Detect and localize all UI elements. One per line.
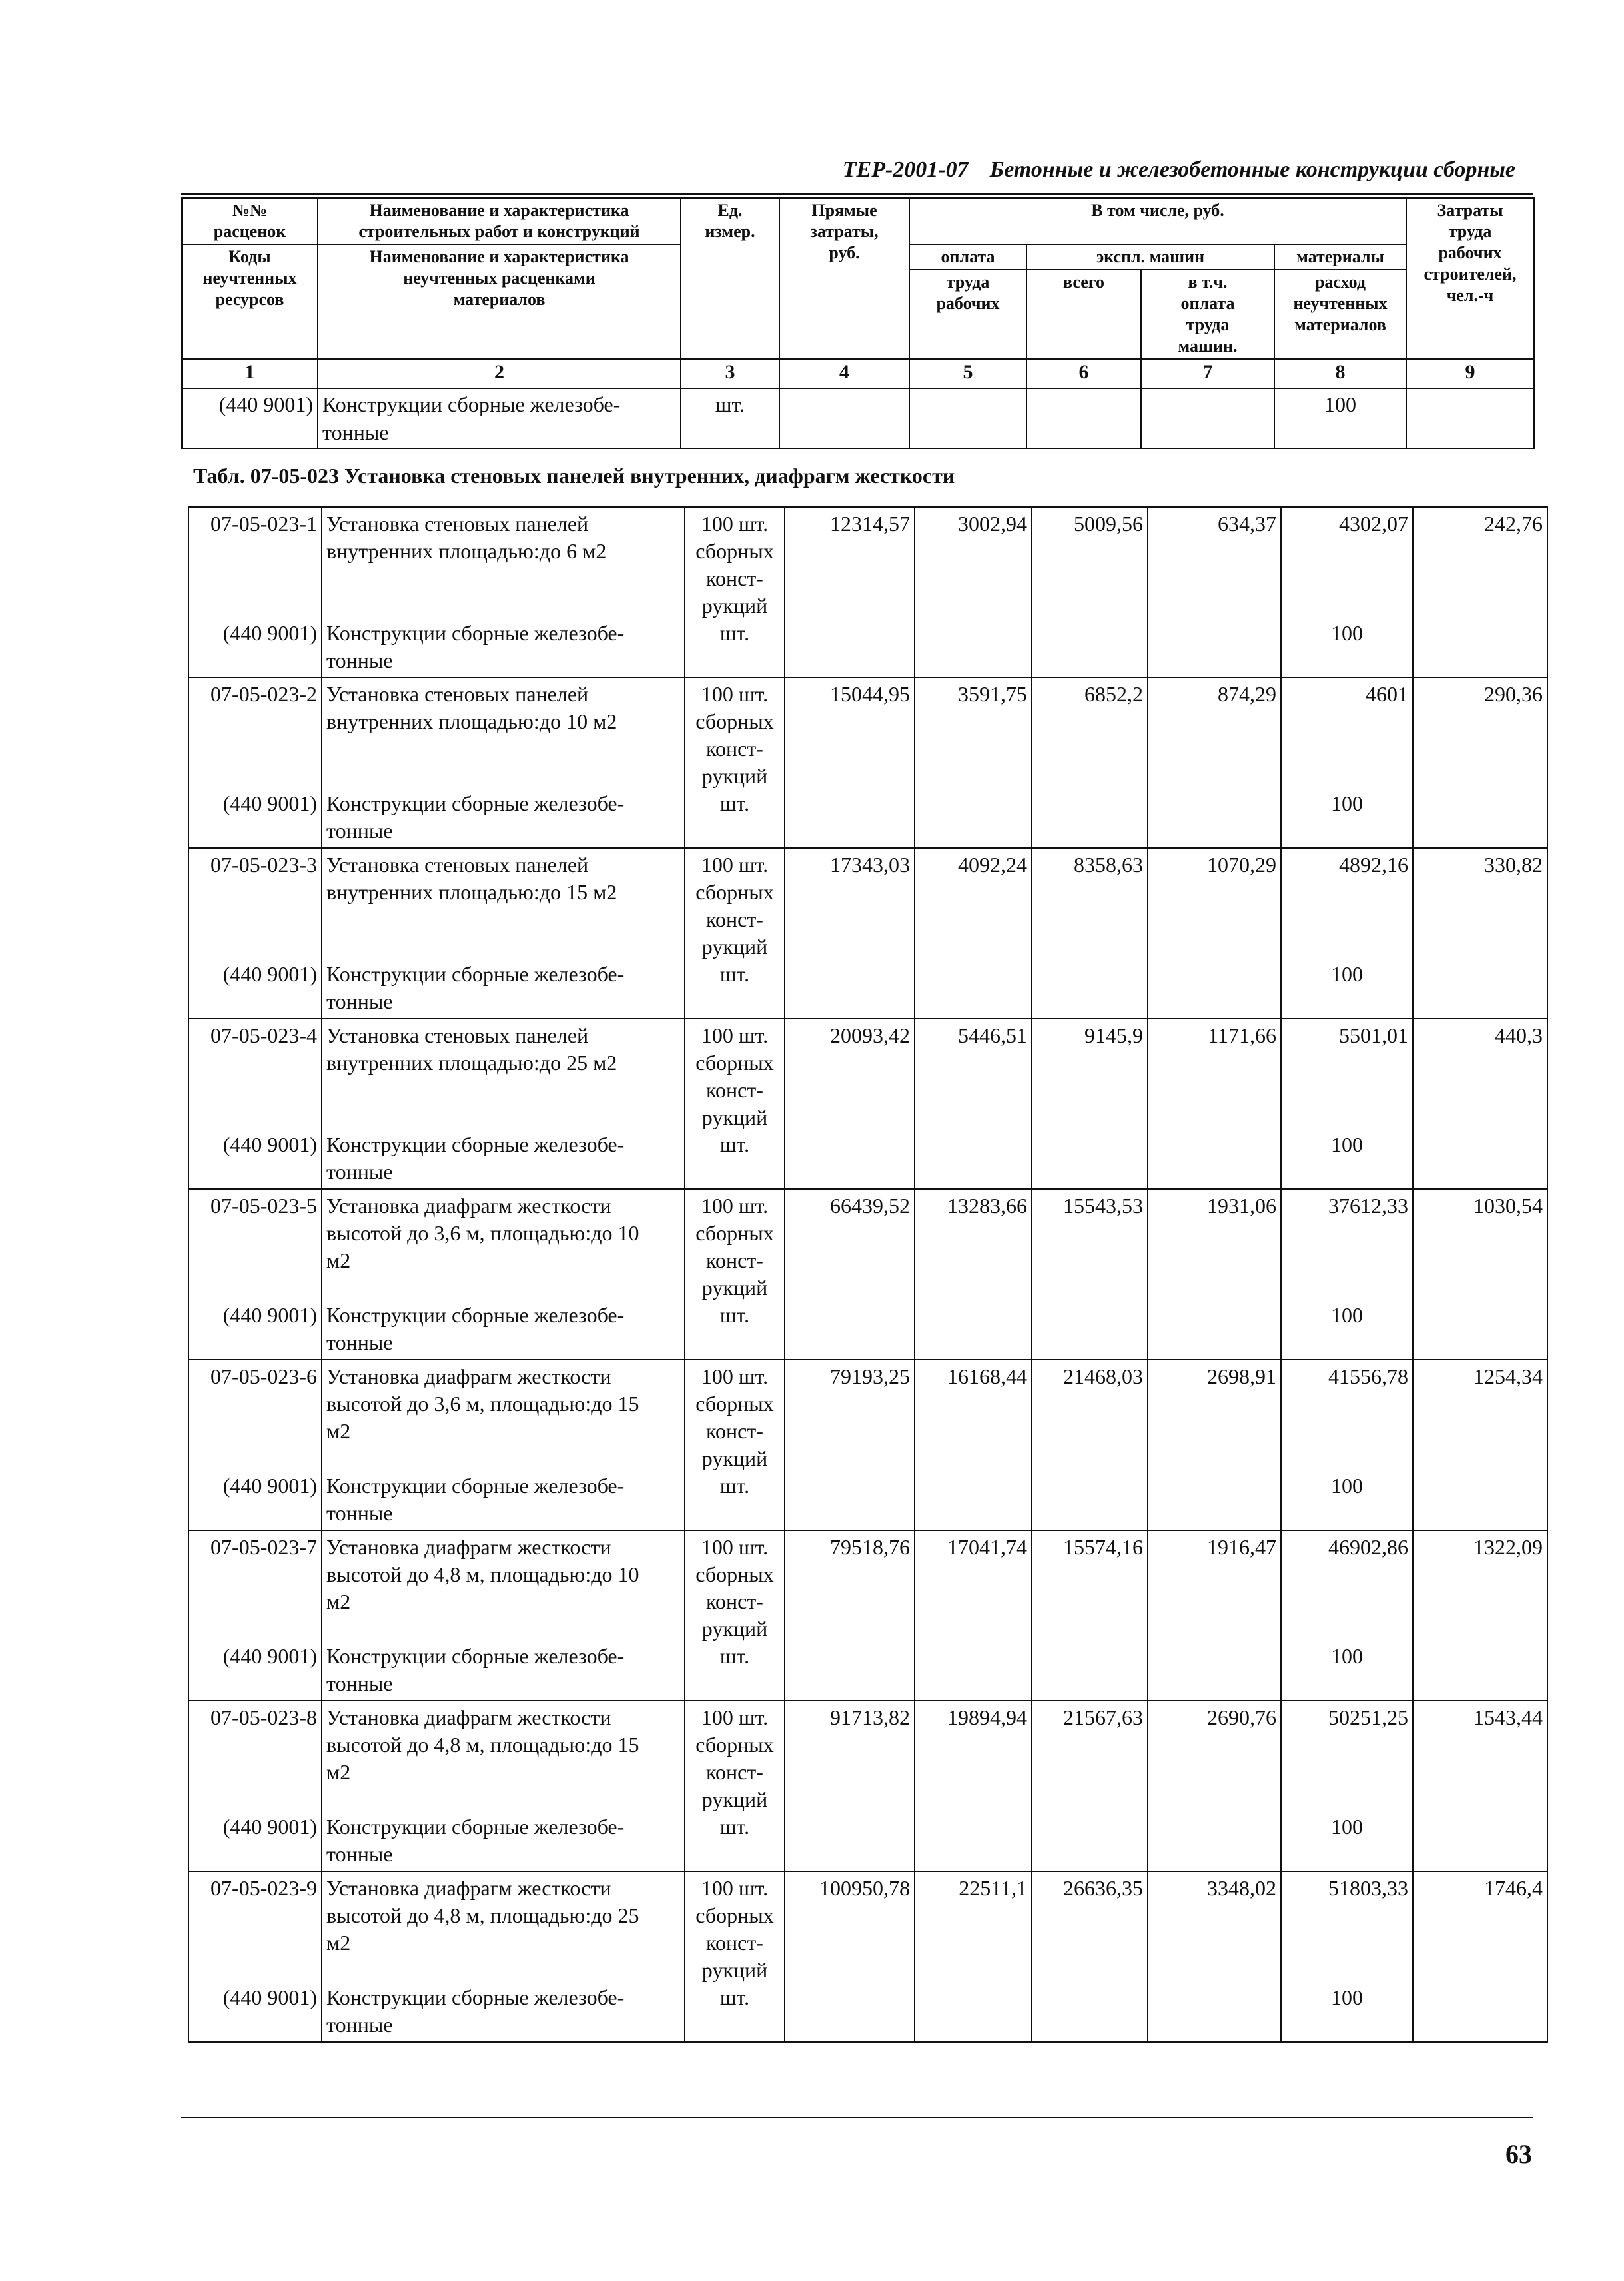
col-machines: экспл. машин <box>1026 244 1274 270</box>
machines-cell: 26636,35 <box>1032 1871 1148 2042</box>
table-row <box>189 1019 1547 1189</box>
table-row <box>189 1530 1547 1701</box>
rate-name-cell: Установка диафрагм жесткости высотой до 4,8 м, площадью:до 10 м2 Конструкции сборные железобе- тонные <box>322 1530 685 1701</box>
labor-pay-cell: 5446,51 <box>915 1019 1032 1189</box>
labor-pay-cell: 3002,94 <box>915 507 1032 678</box>
labor-cost-cell: 440,3 <box>1413 1019 1547 1189</box>
rate-code-cell: 07-05-023-6 (440 9001) <box>189 1360 322 1530</box>
labor-cost-cell: 1322,09 <box>1413 1530 1547 1701</box>
unit-cell: 100 шт. сборных конст- рукций шт. <box>685 1019 785 1189</box>
labor-cost-cell: 1746,4 <box>1413 1871 1547 2042</box>
unit-cell: 100 шт. сборных конст- рукций шт. <box>685 1360 785 1530</box>
materials-cell: 4892,16 100 <box>1281 848 1413 1019</box>
col-direct: Прямые затраты, руб. <box>779 198 909 359</box>
rate-code-cell: 07-05-023-1 (440 9001) <box>189 507 322 678</box>
rate-code-cell: 07-05-023-7 (440 9001) <box>189 1530 322 1701</box>
rate-name-cell: Установка стеновых панелей внутренних площадью:до 25 м2 Конструкции сборные железобе- тонные <box>322 1019 685 1189</box>
running-header <box>823 157 1515 183</box>
direct-cost-cell: 66439,52 <box>785 1189 915 1360</box>
materials-cell: 37612,33 100 <box>1281 1189 1413 1360</box>
machines-cell: 21567,63 <box>1032 1701 1148 1871</box>
unit-cell: 100 шт. сборных конст- рукций шт. <box>685 1871 785 2042</box>
rate-name-cell: Установка диафрагм жесткости высотой до 4,8 м, площадью:до 25 м2 Конструкции сборные железобе- тонные <box>322 1871 685 2042</box>
rate-name-cell: Установка стеновых панелей внутренних площадью:до 6 м2 Конструкции сборные железобе- тонные <box>322 507 685 678</box>
labor-cost-cell: 290,36 <box>1413 678 1547 848</box>
col-machines-total: всего <box>1026 270 1141 359</box>
labor-cost-cell: 1543,44 <box>1413 1701 1547 1871</box>
table-row <box>189 507 1547 678</box>
materials-cell: 4302,07 100 <box>1281 507 1413 678</box>
materials-cell: 41556,78 100 <box>1281 1360 1413 1530</box>
col-name-alt: Наименование и характеристика неучтенных расценками материалов <box>318 244 681 359</box>
machine-pay-cell: 2698,91 <box>1148 1360 1281 1530</box>
head-resource-row: (440 9001) Конструкции сборные железобе- тонные шт. 100 <box>182 388 1534 448</box>
labor-pay-cell: 4092,24 <box>915 848 1032 1019</box>
col-machines-incl: в т.ч. оплата труда машин. <box>1141 270 1274 359</box>
materials-cell: 51803,33 100 <box>1281 1871 1413 2042</box>
machines-cell: 15543,53 <box>1032 1189 1148 1360</box>
rate-code-cell: 07-05-023-5 (440 9001) <box>189 1189 322 1360</box>
labor-cost-cell: 242,76 <box>1413 507 1547 678</box>
direct-cost-cell: 79518,76 <box>785 1530 915 1701</box>
rate-name-cell: Установка стеновых панелей внутренних площадью:до 10 м2 Конструкции сборные железобе- тонные <box>322 678 685 848</box>
rate-code-cell: 07-05-023-9 (440 9001) <box>189 1871 322 2042</box>
machine-pay-cell: 634,37 <box>1148 507 1281 678</box>
labor-cost-cell: 1030,54 <box>1413 1189 1547 1360</box>
col-materials-alt: расход неучтенных материалов <box>1274 270 1406 359</box>
materials-cell: 5501,01 100 <box>1281 1019 1413 1189</box>
machine-pay-cell: 2690,76 <box>1148 1701 1281 1871</box>
machines-cell: 6852,2 <box>1032 678 1148 848</box>
rate-code-cell: 07-05-023-8 (440 9001) <box>189 1701 322 1871</box>
labor-pay-cell: 17041,74 <box>915 1530 1032 1701</box>
labor-pay-cell: 22511,1 <box>915 1871 1032 2042</box>
col-labor-pay: труда рабочих <box>909 270 1026 359</box>
col-unit: Ед. измер. <box>681 198 779 359</box>
rate-code-cell: 07-05-023-4 (440 9001) <box>189 1019 322 1189</box>
column-numbers-row: 1 2 3 4 5 6 7 8 9 <box>182 359 1534 388</box>
table-row <box>189 1701 1547 1871</box>
unit-cell: 100 шт. сборных конст- рукций шт. <box>685 1701 785 1871</box>
rates-table <box>188 506 1548 2043</box>
header-rule <box>181 193 1533 195</box>
direct-cost-cell: 17343,03 <box>785 848 915 1019</box>
direct-cost-cell: 91713,82 <box>785 1701 915 1871</box>
labor-cost-cell: 330,82 <box>1413 848 1547 1019</box>
doc-title: Бетонные и железобетонные конструкции сборные <box>989 157 1515 182</box>
direct-cost-cell: 15044,95 <box>785 678 915 848</box>
rate-code-cell: 07-05-023-2 (440 9001) <box>189 678 322 848</box>
labor-cost-cell: 1254,34 <box>1413 1360 1547 1530</box>
column-header-table <box>181 197 1535 449</box>
table-title: Табл. 07-05-023 Установка стеновых панелей внутренних, диафрагм жесткости <box>193 464 955 488</box>
machines-cell: 8358,63 <box>1032 848 1148 1019</box>
machines-cell: 5009,56 <box>1032 507 1148 678</box>
labor-pay-cell: 19894,94 <box>915 1701 1032 1871</box>
col-labor: Затраты труда рабочих строителей, чел.-ч <box>1406 198 1534 359</box>
rate-name-cell: Установка диафрагм жесткости высотой до 3,6 м, площадью:до 10 м2 Конструкции сборные железобе- тонные <box>322 1189 685 1360</box>
machines-cell: 9145,9 <box>1032 1019 1148 1189</box>
direct-cost-cell: 79193,25 <box>785 1360 915 1530</box>
unit-cell: 100 шт. сборных конст- рукций шт. <box>685 507 785 678</box>
rate-name-cell: Установка диафрагм жесткости высотой до 3,6 м, площадью:до 15 м2 Конструкции сборные железобе- тонные <box>322 1360 685 1530</box>
table-row <box>189 1871 1547 2042</box>
unit-cell: 100 шт. сборных конст- рукций шт. <box>685 1530 785 1701</box>
materials-cell: 50251,25 100 <box>1281 1701 1413 1871</box>
unit-cell: 100 шт. сборных конст- рукций шт. <box>685 1189 785 1360</box>
direct-cost-cell: 20093,42 <box>785 1019 915 1189</box>
machine-pay-cell: 1171,66 <box>1148 1019 1281 1189</box>
table-row <box>189 678 1547 848</box>
materials-cell: 4601 100 <box>1281 678 1413 848</box>
machine-pay-cell: 874,29 <box>1148 678 1281 848</box>
page-number: 63 <box>1505 2139 1532 2169</box>
unit-cell: 100 шт. сборных конст- рукций шт. <box>685 848 785 1019</box>
unit-cell: 100 шт. сборных конст- рукций шт. <box>685 678 785 848</box>
col-materials: материалы <box>1274 244 1406 270</box>
col-name: Наименование и характеристика строительных работ и конструкций <box>318 198 681 244</box>
rate-name-cell: Установка диафрагм жесткости высотой до 4,8 м, площадью:до 15 м2 Конструкции сборные железобе- тонные <box>322 1701 685 1871</box>
labor-pay-cell: 3591,75 <box>915 678 1032 848</box>
machine-pay-cell: 1070,29 <box>1148 848 1281 1019</box>
labor-pay-cell: 16168,44 <box>915 1360 1032 1530</box>
machine-pay-cell: 1931,06 <box>1148 1189 1281 1360</box>
table-row <box>189 1189 1547 1360</box>
col-rate-no: №№ расценок <box>182 198 318 244</box>
machine-pay-cell: 1916,47 <box>1148 1530 1281 1701</box>
rate-name-cell: Установка стеновых панелей внутренних площадью:до 15 м2 Конструкции сборные железобе- тонные <box>322 848 685 1019</box>
footer-rule <box>181 2117 1533 2118</box>
table-row <box>189 848 1547 1019</box>
table-row <box>189 1360 1547 1530</box>
machines-cell: 15574,16 <box>1032 1530 1148 1701</box>
col-codes: Коды неучтенных ресурсов <box>182 244 318 359</box>
rate-code-cell: 07-05-023-3 (440 9001) <box>189 848 322 1019</box>
doc-code: ТЕР-2001-07 <box>842 157 969 182</box>
materials-cell: 46902,86 100 <box>1281 1530 1413 1701</box>
machines-cell: 21468,03 <box>1032 1360 1148 1530</box>
machine-pay-cell: 3348,02 <box>1148 1871 1281 2042</box>
col-labor-pay-top: оплата <box>909 244 1026 270</box>
direct-cost-cell: 12314,57 <box>785 507 915 678</box>
direct-cost-cell: 100950,78 <box>785 1871 915 2042</box>
col-including: В том числе, руб. <box>909 198 1406 244</box>
labor-pay-cell: 13283,66 <box>915 1189 1032 1360</box>
